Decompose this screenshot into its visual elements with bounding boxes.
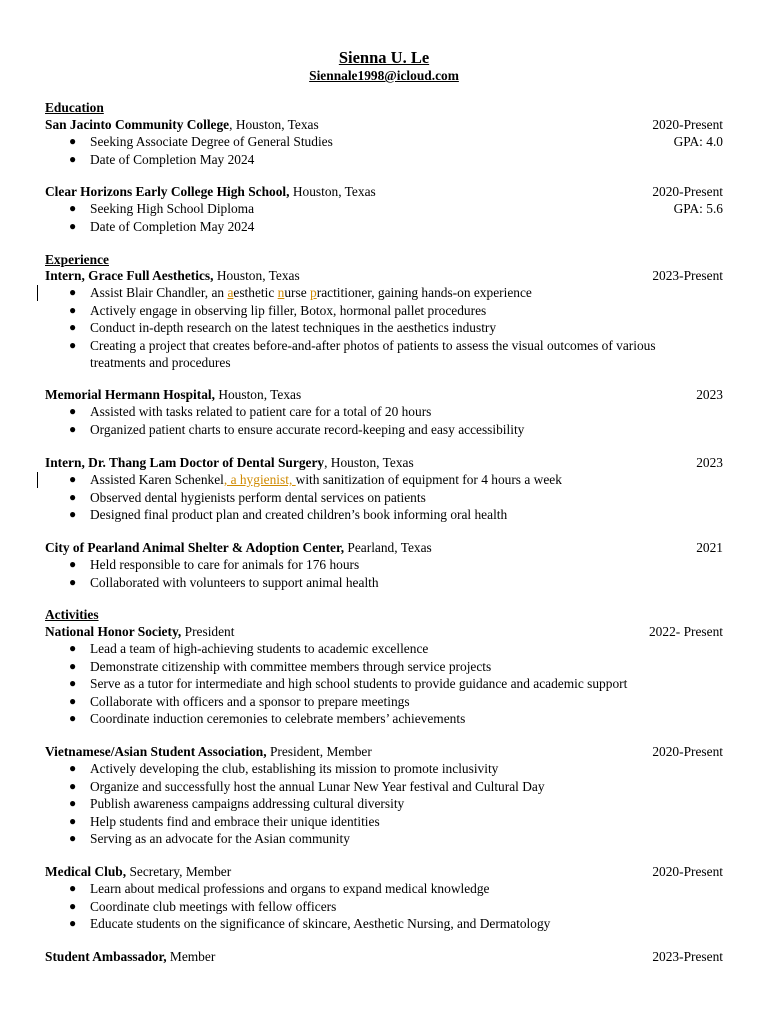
entry-org: Vietnamese/Asian Student Association, (45, 744, 267, 759)
entry-date: 2020-Present (652, 184, 723, 199)
entry-date: 2020-Present (652, 117, 723, 132)
list-item: ● Conduct in-depth research on the latest techniques in the aesthetics industry (69, 320, 497, 335)
gpa-value: GPA: 4.0 (673, 134, 723, 149)
list-item: ● Observed dental hygienists perform dental services on patients (69, 489, 426, 505)
bullet-icon: ● (69, 658, 77, 673)
bullet-icon: ● (69, 404, 77, 418)
bullet-icon: ● (69, 761, 77, 775)
bullet-icon: ● (69, 285, 77, 299)
list-item: ● Assisted with tasks related to patient care for a total of 20 hours (69, 404, 432, 419)
bullet-icon: ● (69, 898, 77, 913)
entry-org: City of Pearland Animal Shelter & Adoption Center, (45, 540, 345, 555)
entry-org: Clear Horizons Early College High School, (45, 184, 290, 199)
education-entry (45, 116, 723, 168)
list-item: ● Assist Blair Chandler, an aesthetic nurse practitioner, gaining hands-on experience (69, 285, 532, 300)
list-item: ● Actively engage in observing lip filler, Botox, hormonal pallet procedures (69, 302, 487, 318)
bullet-icon: ● (69, 151, 77, 166)
experience-entry (45, 267, 723, 372)
bullet-icon: ● (69, 574, 77, 589)
entry-date: 2023 (696, 455, 723, 470)
entry-date: 2023-Present (652, 949, 723, 964)
entry-org: Student Ambassador, (45, 949, 167, 964)
education-entry (45, 183, 723, 235)
entry-location: , Houston, Texas (229, 117, 319, 132)
bullet-icon: ● (69, 557, 77, 571)
bullet-icon: ● (69, 134, 77, 148)
entry-location: , Houston, Texas (324, 455, 414, 470)
bullet-icon: ● (69, 218, 77, 233)
list-item: ● Creating a project that creates before-and-after photos of patients to assess the visual outcomes of various (69, 337, 656, 353)
activity-entry (45, 863, 723, 933)
list-item: ● Seeking High School Diploma GPA: 5.6 (69, 201, 723, 216)
list-item: ● Serving as an advocate for the Asian community (69, 831, 350, 846)
entry-date: 2020-Present (652, 744, 723, 759)
entry-org: Intern, Grace Full Aesthetics, (45, 268, 214, 283)
entry-date: 2020-Present (652, 864, 723, 879)
list-item: ● Serve as a tutor for intermediate and high school students to provide guidance and academic support (69, 676, 628, 691)
section-title-education: Education (45, 100, 104, 115)
experience-entry (45, 386, 723, 438)
section-title-experience: Experience (45, 252, 109, 267)
entry-org: Intern, Dr. Thang Lam Doctor of Dental Surgery (45, 455, 325, 470)
bullet-icon: ● (69, 711, 77, 725)
list-item: ● Organized patient charts to ensure accurate record-keeping and easy accessibility (69, 421, 525, 437)
entry-location: Houston, Texas (213, 268, 300, 283)
resume-header (0, 48, 768, 84)
entry-date: 2022- Present (648, 624, 723, 639)
list-item: ● Designed final product plan and created children’s book informing oral health (69, 507, 508, 522)
list-item: ● Date of Completion May 2024 (69, 151, 255, 167)
tracked-change[interactable]: , a hygienist, (223, 472, 296, 487)
list-item: ● Demonstrate citizenship with committee members through service projects (69, 658, 492, 674)
bullet-icon: ● (69, 302, 77, 317)
list-item: ● Help students find and embrace their unique identities (69, 813, 380, 829)
experience-entry (45, 454, 723, 524)
list-item: ● Organize and successfully host the annual Lunar New Year festival and Cultural Day (69, 778, 545, 794)
bullet-icon: ● (69, 201, 77, 215)
activity-entry (45, 623, 723, 728)
entry-location: Houston, Texas (214, 387, 302, 402)
entry-role: President, Member (266, 744, 372, 759)
tracked-change[interactable]: n (277, 285, 285, 300)
bullet-icon: ● (69, 881, 77, 895)
tracked-change[interactable]: a (227, 285, 234, 300)
bullet-icon: ● (69, 489, 77, 504)
list-item: ● Date of Completion May 2024 (69, 218, 255, 234)
entry-location: Pearland, Texas (344, 540, 432, 555)
experience-entry (45, 539, 723, 591)
bullet-icon: ● (69, 916, 77, 930)
candidate-name: Sienna U. Le (338, 48, 430, 67)
change-bar-marker (37, 472, 38, 488)
entry-org: National Honor Society, (45, 624, 182, 639)
bullet-icon: ● (69, 472, 77, 486)
list-item: ● Publish awareness campaigns addressing cultural diversity (69, 796, 405, 811)
list-item: ● Learn about medical professions and organs to expand medical knowledge (69, 881, 490, 896)
entry-role: President (181, 624, 235, 639)
candidate-email[interactable]: Siennale1998@icloud.com (309, 68, 459, 83)
entry-org: San Jacinto Community College (45, 117, 230, 132)
bullet-icon: ● (69, 507, 77, 521)
bullet-icon: ● (69, 813, 77, 828)
bullet-icon: ● (69, 641, 77, 655)
bullet-icon: ● (69, 676, 77, 690)
list-item: ● Actively developing the club, establishing its mission to promote inclusivity (69, 761, 499, 776)
list-item: ● Collaborated with volunteers to support animal health (69, 574, 379, 590)
gpa-value: GPA: 5.6 (673, 201, 723, 216)
entry-date: 2023 (696, 387, 723, 402)
bullet-icon: ● (69, 421, 77, 436)
activity-entry (45, 743, 723, 848)
bullet-icon: ● (69, 337, 77, 352)
list-item: ● Held responsible to care for animals for 176 hours (69, 557, 360, 572)
bullet-icon: ● (69, 778, 77, 793)
change-bar-marker (37, 285, 38, 301)
bullet-icon: ● (69, 796, 77, 810)
list-item: ● Seeking Associate Degree of General Studies GPA: 4.0 (69, 134, 723, 149)
list-item: ● Assisted Karen Schenkel, a hygienist, with sanitization of equipment for 4 hours a week (69, 472, 562, 487)
entry-role: Member (166, 949, 216, 964)
list-item: ● Collaborate with officers and a sponsor to prepare meetings (69, 693, 410, 709)
entry-location: Houston, Texas (289, 184, 376, 199)
list-item-continuation: treatments and procedures (90, 355, 231, 370)
entry-org: Memorial Hermann Hospital, (45, 387, 215, 402)
bullet-icon: ● (69, 831, 77, 845)
activity-entry (45, 948, 723, 965)
list-item: ● Coordinate club meetings with fellow officers (69, 898, 337, 914)
entry-date: 2023-Present (652, 268, 723, 283)
bullet-icon: ● (69, 320, 77, 334)
list-item: ● Coordinate induction ceremonies to celebrate members’ achievements (69, 711, 466, 726)
section-title-activities: Activities (45, 607, 99, 622)
entry-role: Secretary, Member (126, 864, 232, 879)
list-item: ● Lead a team of high-achieving students to academic excellence (69, 641, 429, 656)
entry-date: 2021 (696, 540, 723, 555)
tracked-change[interactable]: p (310, 285, 317, 300)
entry-org: Medical Club, (45, 864, 127, 879)
bullet-icon: ● (69, 693, 77, 708)
list-item: ● Educate students on the significance of skincare, Aesthetic Nursing, and Dermatology (69, 916, 551, 931)
